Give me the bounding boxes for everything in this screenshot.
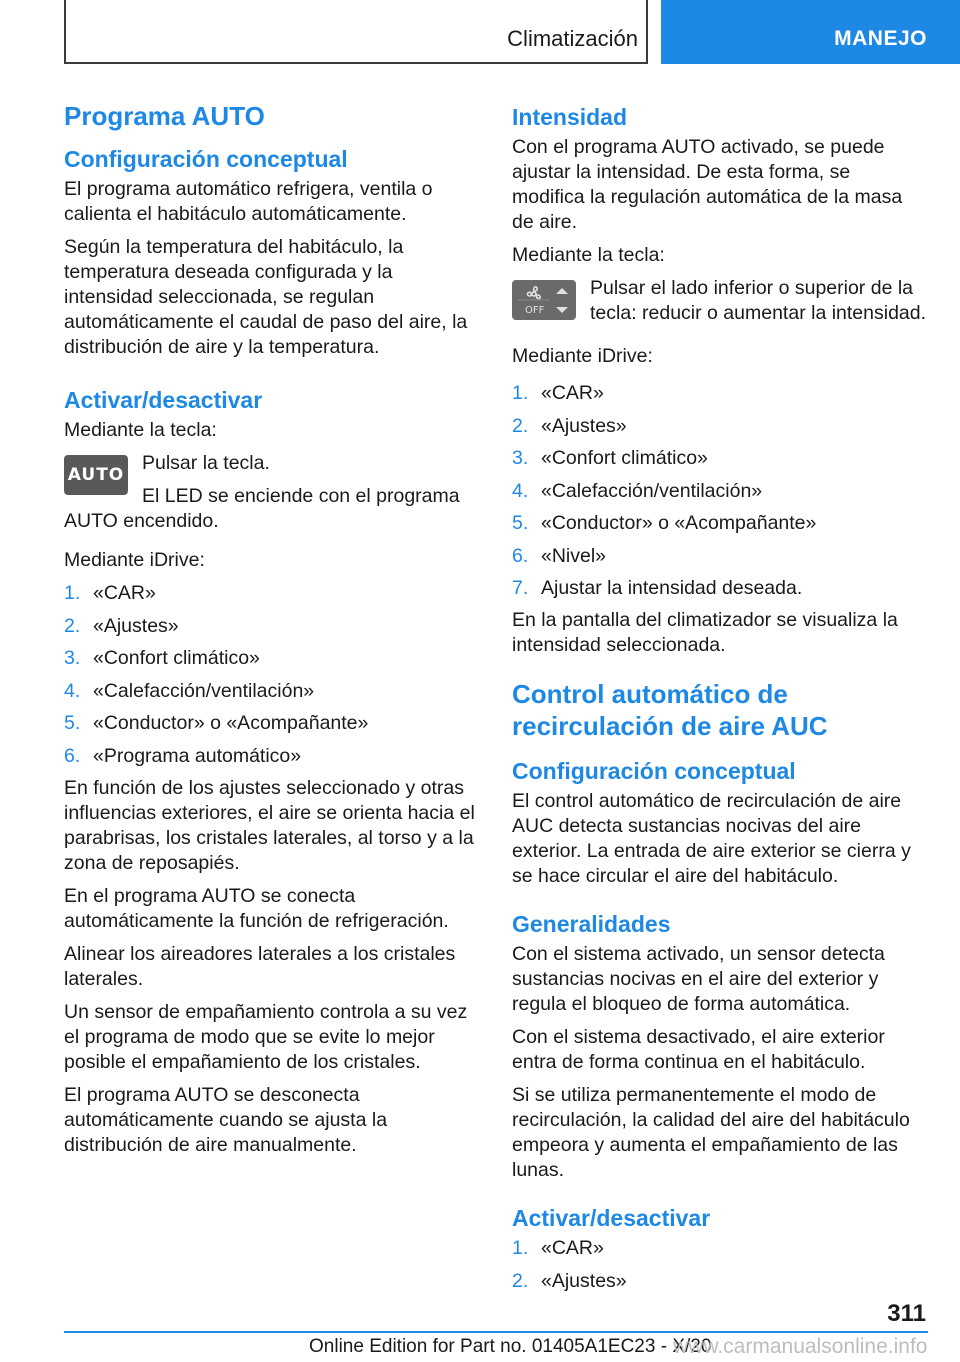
list-item: 1. «CAR» — [64, 582, 156, 604]
heading-generalidades: Generalidades — [512, 911, 671, 937]
paragraph-key-intro: Mediante la tecla: — [64, 419, 217, 441]
header-chapter-label: MANEJO — [834, 27, 927, 50]
footer-edition: Online Edition for Part no. 01405A1EC23 - X/20 — [309, 1336, 712, 1357]
paragraph-general-2: Con el sistema desactivado, el aire exterior entra de forma continua en el habitáculo. — [512, 1026, 885, 1073]
paragraph-refrigeration: En el programa AUTO se conecta automáticamente la función de refrigeración. — [64, 884, 449, 932]
heading-intensidad: Intensidad — [512, 104, 628, 130]
paragraph-auto-off: El programa AUTO se desconecta automáticamente cuando se ajusta la distribución de aire manualmente. — [64, 1083, 388, 1156]
idrive-steps-intensity — [512, 381, 928, 602]
list-item: 6. «Programa automático» — [64, 744, 302, 767]
list-item: 2. «Ajustes» — [512, 414, 627, 437]
fan-key-row — [512, 276, 928, 332]
idrive-steps-auc — [512, 1236, 928, 1301]
key-instruction: Pulsar la tecla. — [142, 452, 270, 474]
header-section-title: Climatización — [507, 26, 638, 51]
paragraph-intensity: Con el programa AUTO activado, se puede ajustar la intensidad. De esta forma, se modifica la regulación automática de la masa de aire. — [512, 136, 903, 233]
paragraph-idrive-right: Mediante iDrive: — [512, 345, 653, 367]
heading-configuracion-conceptual: Configuración conceptual — [64, 146, 348, 172]
paragraph-influences: En función de los ajustes seleccionado y otras influencias exteriores, el aire se orienta hacia el parabrisas, los cristales laterales, al torso y a la zona de reposapiés. — [64, 776, 475, 874]
fan-icon — [512, 280, 576, 320]
paragraph-fog-sensor: Un sensor de empañamiento controla a su vez el programa de modo que se evite lo mejor posible el empañamiento de los cristales. — [64, 1000, 468, 1073]
right-column — [512, 100, 928, 1307]
list-item: 1. «CAR» — [512, 1237, 604, 1259]
paragraph-idrive: Mediante iDrive: — [64, 549, 205, 571]
paragraph-auc-concept: El control automático de recirculación de aire AUC detecta sustancias nocivas del aire exterior. La entrada de aire exterior se cierra y se hace circular el aire del habitáculo. — [512, 790, 911, 887]
left-column — [64, 100, 478, 1166]
heading-activar-desactivar: Activar/desactivar — [64, 387, 263, 413]
paragraph-general-1: Con el sistema activado, un sensor detecta sustancias nocivas en el aire del exterior y regula el bloqueo de forma automática. — [512, 943, 885, 1015]
list-item: 7. Ajustar la intensidad deseada. — [512, 577, 803, 599]
paragraph-vents: Alinear los aireadores laterales a los cristales laterales. — [64, 942, 456, 990]
key-led-text-continued: AUTO encendido. — [64, 510, 219, 532]
list-item: 4. «Calefacción/ventilación» — [512, 479, 763, 502]
list-item: 1. «CAR» — [512, 382, 604, 404]
idrive-steps-auto — [64, 581, 478, 770]
header-chapter-tab — [661, 0, 960, 64]
fan-intensity-key-icon — [512, 280, 576, 320]
auto-key-row — [64, 451, 478, 509]
title-programa-auto: Programa AUTO — [64, 101, 265, 131]
list-item: 4. «Calefacción/ventilación» — [64, 679, 315, 702]
paragraph-key-intro-right: Mediante la tecla: — [512, 244, 665, 266]
footer-divider — [64, 1331, 928, 1333]
list-item: 5. «Conductor» o «Acompañante» — [64, 712, 369, 734]
heading-configuracion-conceptual-auc: Configuración conceptual — [512, 758, 796, 784]
list-item: 5. «Conductor» o «Acompañante» — [512, 512, 817, 534]
title-auc: Control automático de recirculación de aire AUC — [512, 679, 828, 741]
heading-activar-desactivar-auc: Activar/desactivar — [512, 1205, 711, 1231]
auto-key-icon: AUTO — [64, 455, 128, 495]
paragraph-temperature: Según la temperatura del habitáculo, la temperatura deseada configurada y la intensidad seleccionada, se regulan automáticamente el caudal de paso del aire, la distribución de aire y la temperatura. — [64, 236, 468, 358]
list-item: 2. «Ajustes» — [64, 614, 179, 637]
footer-watermark: www.carmanualsonline.info — [673, 1335, 928, 1358]
list-item: 3. «Confort climático» — [64, 647, 260, 669]
svg-text:OFF: OFF — [525, 305, 545, 316]
key-led-text: El LED se enciende con el programa — [142, 485, 460, 507]
list-item: 6. «Nivel» — [512, 544, 607, 567]
list-item: 2. «Ajustes» — [512, 1269, 627, 1292]
page-number: 311 — [887, 1300, 926, 1327]
fan-key-instruction: Pulsar el lado inferior o superior de la tecla: reducir o aumentar la intensidad. — [590, 277, 927, 324]
paragraph-concept: El programa automático refrigera, ventila o calienta el habitáculo automáticamente. — [64, 178, 433, 225]
list-item: 3. «Confort climático» — [512, 447, 708, 469]
paragraph-general-3: Si se utiliza permanentemente el modo de recirculación, la calidad del aire del habitáculo empeora y aumenta el empañamiento de las lunas. — [512, 1084, 910, 1181]
paragraph-display: En la pantalla del climatizador se visualiza la intensidad seleccionada. — [512, 609, 898, 656]
